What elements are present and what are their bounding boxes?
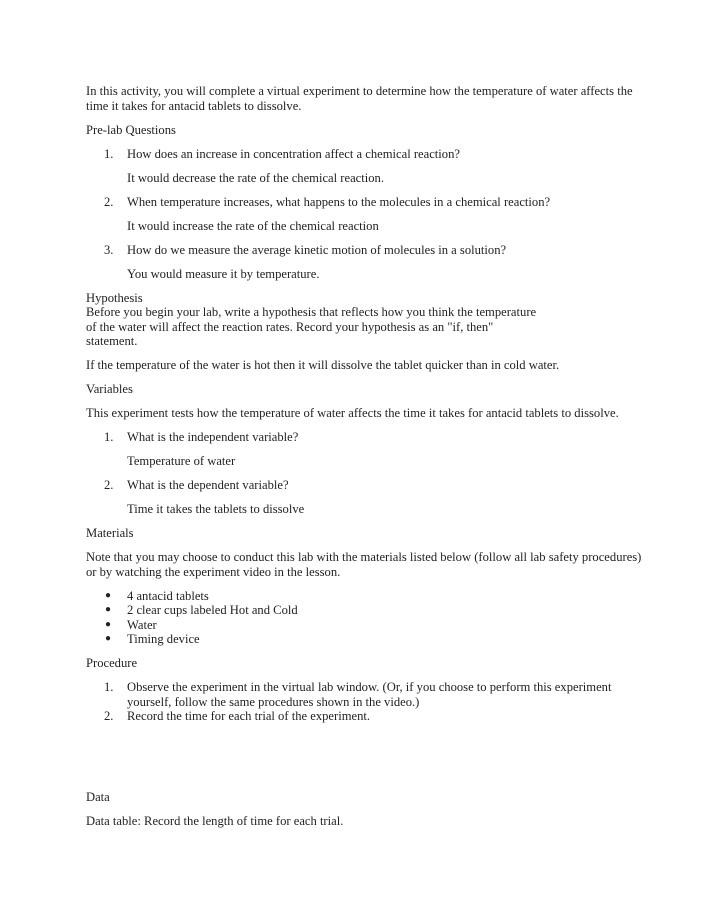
prelab-question-2 (86, 195, 646, 234)
procedure-step-2 (86, 709, 646, 724)
prelab-heading: Pre-lab Questions (86, 122, 176, 137)
question-number: 3. (104, 242, 114, 257)
step-number: 1. (104, 680, 114, 694)
variables-heading: Variables (86, 382, 133, 396)
step-number: 2. (104, 709, 114, 723)
variables-description: This experiment tests how the temperature of water affects the time it takes for antacid tablets to dissolve. (86, 406, 619, 420)
hypothesis-answer: If the temperature of the water is hot then it will dissolve the tablet quicker than in cold water. (86, 358, 560, 372)
answer-text: Time it takes the tablets to dissolve (127, 502, 305, 516)
question-number: 1. (104, 146, 114, 161)
materials-description: Note that you may choose to conduct this lab with the materials listed below (follow all lab safety procedures) or by watching the experiment video in the lesson. (86, 550, 642, 579)
prelab-question-3 (86, 243, 646, 282)
step-text: Record the time for each trial of the experiment. (127, 709, 371, 723)
hypothesis-instructions: Before you begin your lab, write a hypothesis that reflects how you think the temperature of the water will affect the reaction rates. Record your hypothesis as an "if, then" statement. (86, 305, 537, 348)
data-heading: Data (86, 789, 110, 804)
materials-item-text: Water (127, 617, 157, 632)
question-text: What is the independent variable? (127, 430, 299, 444)
intro-paragraph: In this activity, you will complete a virtual experiment to determine how the temperature of water affects the time it takes for antacid tablets to dissolve. (86, 84, 633, 113)
materials-item-text: 4 antacid tablets (127, 588, 209, 603)
procedure-heading: Procedure (86, 656, 138, 670)
bullet-icon: ● (105, 618, 112, 630)
question-text: When temperature increases, what happens to the molecules in a chemical reaction? (127, 194, 551, 209)
prelab-question-1 (86, 147, 646, 186)
question-number: 2. (104, 194, 114, 209)
question-number: 2. (104, 478, 114, 492)
procedure-steps (86, 680, 646, 724)
materials-item (86, 618, 646, 633)
question-text: How do we measure the average kinetic motion of molecules in a solution? (127, 242, 507, 257)
variables-question-2 (86, 478, 646, 517)
bullet-icon: ● (105, 604, 112, 615)
data-instructions: Data table: Record the length of time for each trial. (86, 813, 344, 828)
hypothesis-heading: Hypothesis (86, 290, 143, 305)
procedure-step-1 (86, 680, 646, 709)
materials-item (86, 603, 646, 618)
document-page (86, 84, 646, 838)
question-text: How does an increase in concentration affect a chemical reaction? (127, 146, 460, 161)
prelab-questions (86, 147, 646, 282)
step-text: Observe the experiment in the virtual lab window. (Or, if you choose to perform this experiment yourself, follow the same procedures shown in the video.) (127, 680, 612, 709)
answer-text: You would measure it by temperature. (127, 266, 320, 281)
materials-item (86, 632, 646, 647)
variables-question-1 (86, 430, 646, 469)
materials-item (86, 589, 646, 604)
answer-text: It would increase the rate of the chemical reaction (127, 218, 379, 233)
bullet-icon: ● (105, 589, 112, 601)
materials-item-text: Timing device (127, 632, 200, 646)
materials-list (86, 589, 646, 647)
materials-item-text: 2 clear cups labeled Hot and Cold (127, 603, 298, 617)
question-number: 1. (104, 430, 114, 444)
variables-questions (86, 430, 646, 517)
materials-heading: Materials (86, 526, 134, 540)
answer-text: It would decrease the rate of the chemical reaction. (127, 170, 384, 185)
question-text: What is the dependent variable? (127, 478, 289, 492)
answer-text: Temperature of water (127, 454, 236, 468)
bullet-icon: ● (105, 633, 112, 644)
